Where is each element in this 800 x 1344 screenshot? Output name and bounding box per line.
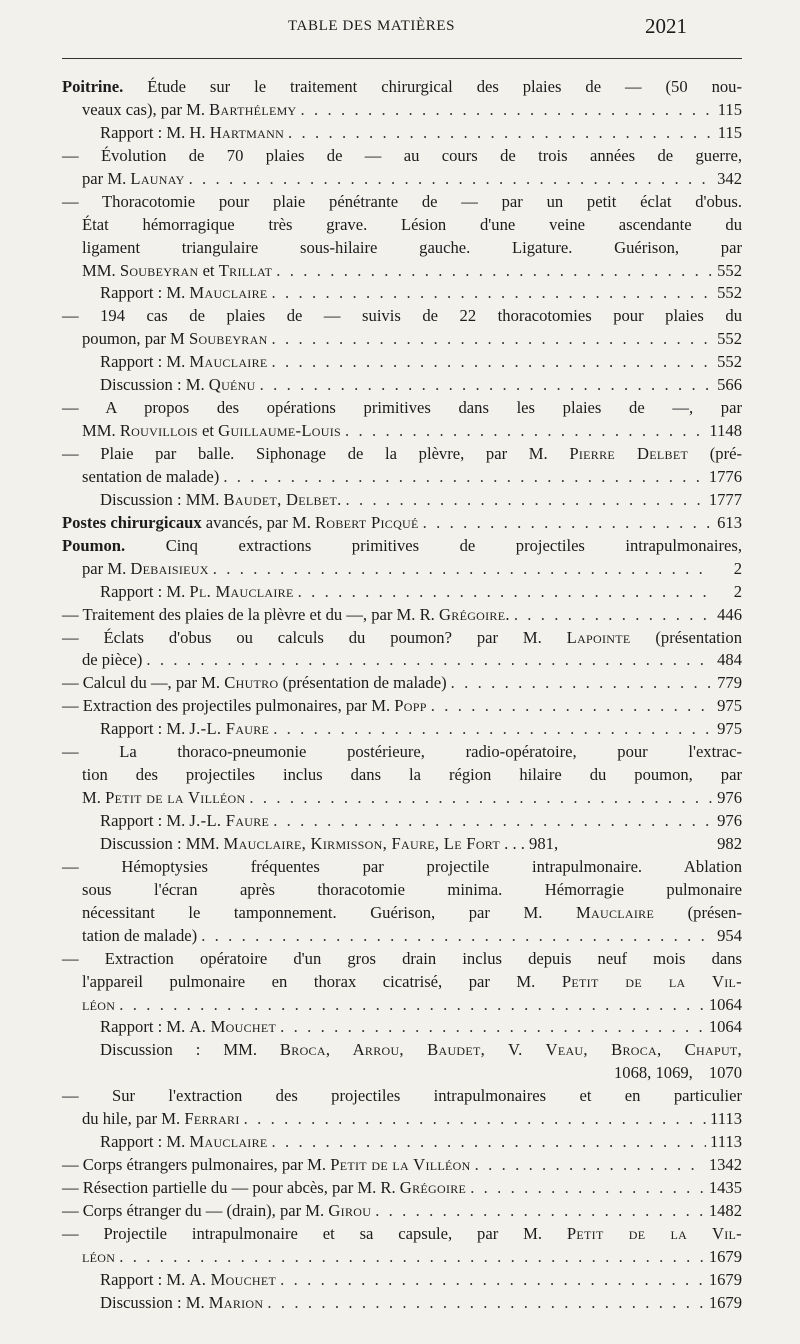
- index-line: [62, 856, 742, 879]
- entry-page: 552: [717, 352, 742, 372]
- index-line: [62, 902, 742, 925]
- entry-page: 115: [717, 122, 742, 142]
- entry-page: 1777: [708, 489, 742, 509]
- entry-text: 1068, 1069,: [613, 1063, 693, 1083]
- entry-page: 1435: [708, 1178, 742, 1197]
- index-line: [62, 282, 742, 305]
- entry-text: — La thoraco-pneumonie postérieure, radio-opératoire, pour l'extrac-: [62, 742, 742, 762]
- entry-text: — Éclats d'obus ou calculs du poumon? par M. Lapointe (présentation: [62, 627, 742, 647]
- entry-text: — Traitement des plaies de la plèvre et du —, par M. R. Grégoire.: [62, 604, 510, 624]
- index-line: [62, 718, 742, 741]
- entry-text: MM. Rouvillois et Guillaume-Louis: [82, 421, 341, 441]
- entry-page: 1064: [708, 994, 742, 1014]
- index-line: [62, 443, 742, 466]
- index-line: [62, 214, 742, 237]
- page-number: 2021: [645, 14, 687, 38]
- index-line: [62, 1177, 742, 1200]
- index-line: [62, 649, 742, 672]
- index-line: [62, 191, 742, 214]
- index-line: [62, 145, 742, 168]
- entry-text: Discussion : MM. Baudet, Delbet.: [100, 489, 342, 509]
- entry-page: 1679: [708, 1246, 742, 1266]
- entry-text: — Corps étrangers pulmonaires, par M. Petit de la Villéon: [62, 1155, 471, 1175]
- entry-text: veaux cas), par M. Barthélemy: [82, 99, 297, 119]
- index-line: [62, 1200, 742, 1223]
- entry-page: 566: [717, 375, 742, 395]
- index-line: [62, 168, 742, 191]
- index-line: [62, 581, 742, 604]
- entry-text: Postes chirurgicaux avancés, par M. Robert Picqué: [62, 512, 419, 532]
- entry-page: 1776: [708, 466, 742, 486]
- entry-page: 976: [717, 788, 742, 808]
- entry-text: M. Petit de la Villéon: [82, 788, 246, 808]
- heading-poitrine: Poitrine.: [62, 77, 124, 96]
- index-line: [62, 695, 742, 718]
- entry-page: 342: [717, 168, 742, 188]
- entry-page: 1064: [708, 1017, 742, 1037]
- index-line: [62, 260, 742, 283]
- entry-page: 484: [717, 650, 742, 670]
- index-line: [62, 489, 742, 512]
- entry-page: 115: [717, 99, 742, 119]
- index-line: [62, 420, 742, 443]
- entry-text: État hémorragique très grave. Lésion d'une veine ascendante du: [82, 214, 742, 234]
- index-line: [62, 971, 742, 994]
- index-line: [62, 1016, 742, 1039]
- entry-text: Discussion : MM. Mauclaire, Kirmisson, Faure, Le Fort . . . 981,: [100, 833, 559, 853]
- index-line: [62, 328, 742, 351]
- index-line: [62, 1062, 742, 1085]
- index-line: [62, 466, 742, 489]
- entry-page: 975: [717, 696, 742, 716]
- entry-text: par M. Debaisieux: [82, 558, 209, 578]
- entry-text: léon: [82, 1246, 116, 1266]
- entry-text: ligament triangulaire sous-hilaire gauche. Ligature. Guérison, par: [82, 237, 742, 257]
- index-line: [62, 879, 742, 902]
- index-line: [62, 833, 742, 856]
- index-line: [62, 1269, 742, 1292]
- entry-text: Rapport : M. J.-L. Faure: [100, 811, 270, 830]
- index-line: [62, 627, 742, 650]
- entry-text: Rapport : M. Mauclaire: [100, 283, 268, 303]
- index-line: [62, 1223, 742, 1246]
- entry-page: 1148: [709, 421, 742, 441]
- entry-page: 446: [717, 604, 742, 624]
- entry-text: Rapport : M. A. Mouchet: [100, 1017, 277, 1037]
- entry-text: Discussion : M. Quénu: [100, 375, 256, 395]
- index-entries: [62, 76, 742, 1315]
- entry-text: — Corps étranger du — (drain), par M. Girou: [62, 1200, 372, 1220]
- entry-page: 982: [717, 833, 742, 853]
- entry-text: léon: [82, 994, 116, 1014]
- entry-text: Étude sur le traitement chirurgical des plaies de — (50 nou-: [123, 77, 742, 96]
- entry-text: — Thoracotomie pour plaie pénétrante de — par un petit éclat d'obus.: [62, 191, 742, 211]
- index-line: [62, 1039, 742, 1062]
- entry-text: nécessitant le tamponnement. Guérison, par M. Mauclaire (présen-: [82, 902, 742, 922]
- entry-text: — Plaie par balle. Siphonage de la plèvre, par M. Pierre Delbet (pré-: [62, 444, 743, 463]
- index-line: [62, 99, 742, 122]
- header-rule: [62, 58, 742, 59]
- entry-page: 1482: [708, 1200, 742, 1220]
- entry-page: 1679: [708, 1269, 742, 1289]
- entry-page: 613: [717, 512, 742, 532]
- index-line: [62, 741, 742, 764]
- index-line: [62, 1108, 742, 1131]
- entry-text: — Projectile intrapulmonaire et sa capsule, par M. Petit de la Vil-: [62, 1223, 742, 1243]
- entry-page: 2: [733, 581, 742, 601]
- entry-page: 1679: [708, 1292, 742, 1312]
- entry-text: Discussion : M. Marion: [100, 1292, 264, 1312]
- index-line: [62, 948, 742, 971]
- index-line: [62, 76, 742, 99]
- entry-text: par M. Launay: [82, 168, 185, 188]
- index-line: [62, 1292, 742, 1315]
- entry-text: tion des projectiles inclus dans la région hilaire du poumon, par: [82, 765, 742, 785]
- index-line: [62, 512, 742, 535]
- index-line: [62, 122, 742, 145]
- entry-text: Rapport : M. Mauclaire: [100, 352, 268, 372]
- entry-page: 779: [717, 673, 742, 693]
- entry-text: — 194 cas de plaies de — suivis de 22 thoracotomies pour plaies du: [62, 306, 742, 326]
- index-line: [62, 397, 742, 420]
- entry-text: — Résection partielle du — pour abcès, par M. R. Grégoire: [62, 1178, 467, 1197]
- entry-page: 1113: [710, 1132, 742, 1152]
- entry-page: 1070: [708, 1063, 742, 1083]
- index-line: [62, 374, 742, 397]
- entry-text: Discussion : MM. Broca, Arrou, Baudet, V. Veau, Broca, Chaput,: [100, 1040, 742, 1060]
- entry-page: 976: [717, 811, 742, 830]
- entry-page: 552: [717, 329, 742, 349]
- index-line: [62, 1085, 742, 1108]
- entry-page: 2: [733, 558, 742, 578]
- entry-text: sous l'écran après thoracotomie minima. Hémorragie pulmonaire: [82, 879, 742, 899]
- index-line: [62, 1246, 742, 1269]
- entry-text: poumon, par M Soubeyran: [82, 329, 268, 349]
- entry-text: — Évolution de 70 plaies de — au cours de trois années de guerre,: [62, 145, 742, 165]
- index-line: [62, 305, 742, 328]
- index-line: [62, 558, 742, 581]
- index-line: [62, 787, 742, 810]
- index-line: [62, 604, 742, 627]
- index-line: [62, 1154, 742, 1177]
- index-line: [62, 237, 742, 260]
- entry-text: du hile, par M. Ferrari: [82, 1109, 240, 1129]
- entry-text: Rapport : M. J.-L. Faure: [100, 719, 270, 739]
- entry-text: sentation de malade): [82, 466, 220, 486]
- entry-text: — Extraction des projectiles pulmonaires, par M. Popp: [62, 696, 427, 716]
- entry-text: Rapport : M. Pl. Mauclaire: [100, 581, 294, 601]
- entry-text: Poumon. Cinq extractions primitives de projectiles intrapulmonaires,: [62, 535, 742, 555]
- entry-text: — A propos des opérations primitives dans les plaies de —, par: [62, 398, 742, 418]
- entry-text: — Calcul du —, par M. Chutro (présentation de malade): [62, 673, 447, 693]
- entry-text: Rapport : M. Mauclaire: [100, 1132, 268, 1152]
- index-line: [62, 1131, 742, 1154]
- entry-text: de pièce): [82, 650, 143, 670]
- index-line: [62, 810, 742, 833]
- running-header-title: TABLE DES MATIÈRES: [288, 18, 456, 34]
- entry-text: — Hémoptysies fréquentes par projectile intrapulmonaire. Ablation: [62, 856, 742, 876]
- entry-page: 552: [717, 283, 742, 303]
- entry-text: l'appareil pulmonaire en thorax cicatrisé, par M. Petit de la Vil-: [82, 971, 742, 991]
- index-line: [62, 925, 742, 948]
- index-line: [62, 994, 742, 1017]
- entry-page: 552: [717, 260, 742, 280]
- index-line: [62, 535, 742, 558]
- entry-text: MM. Soubeyran et Trillat: [82, 260, 273, 280]
- entry-text: — Sur l'extraction des projectiles intrapulmonaires et en particulier: [62, 1086, 742, 1106]
- entry-page: 1342: [708, 1155, 742, 1175]
- entry-text: — Extraction opératoire d'un gros drain inclus depuis neuf mois dans: [62, 948, 742, 968]
- entry-page: 1113: [710, 1109, 742, 1129]
- entry-text: Rapport : M. A. Mouchet: [100, 1269, 277, 1289]
- entry-text: Rapport : M. H. Hartmann: [100, 122, 285, 142]
- entry-page: 954: [717, 925, 742, 945]
- entry-page: 975: [717, 719, 742, 739]
- index-line: [62, 672, 742, 695]
- index-line: [62, 764, 742, 787]
- entry-text: tation de malade): [82, 925, 198, 945]
- index-line: [62, 351, 742, 374]
